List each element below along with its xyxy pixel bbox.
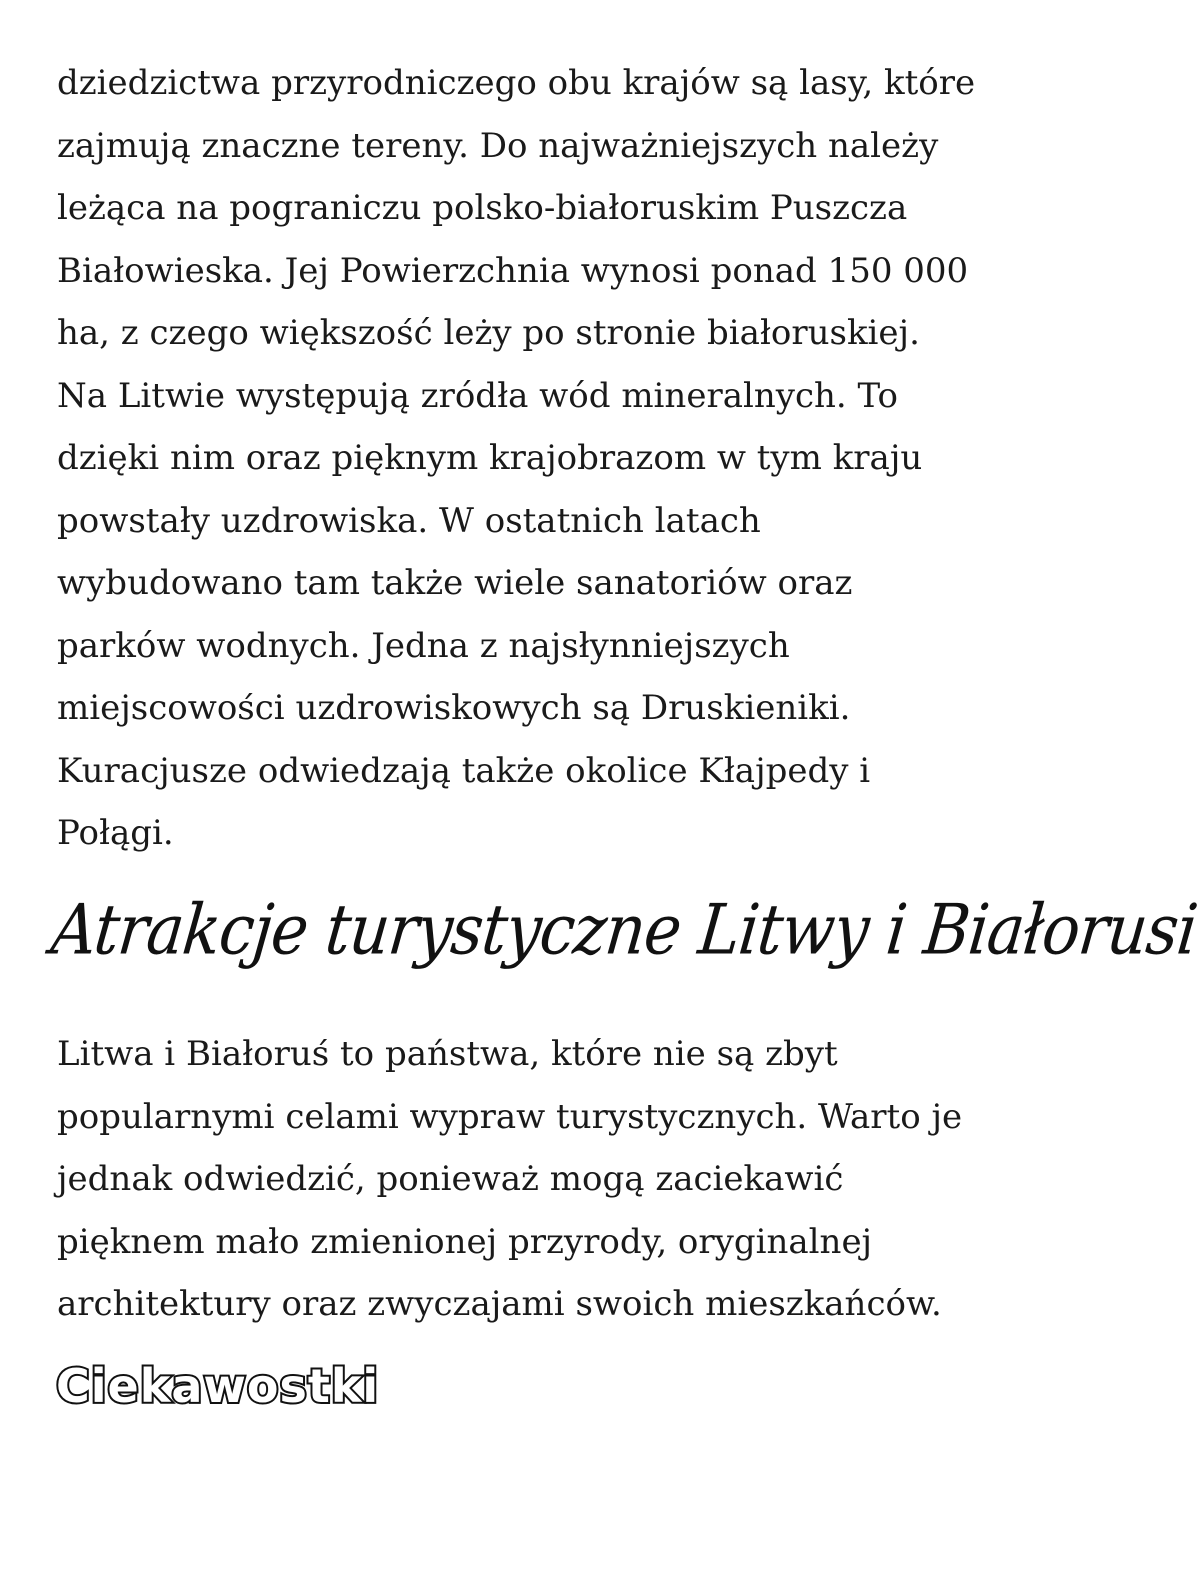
text-line: jednak odwiedzić, ponieważ mogą zaciekawić: [57, 1159, 844, 1199]
text-line: pięknem mało zmienionej przyrody, oryginalnej: [57, 1221, 873, 1262]
text-line: powstały uzdrowiska. W ostatnich latach: [57, 500, 761, 541]
text-line: leżąca na pograniczu polsko-białoruskim Puszcza: [57, 188, 908, 228]
section-heading-tourist-attractions: Atrakcje turystyczne Litwy i Białorusi: [47, 888, 1201, 971]
text-line: Litwa i Białoruś to państwa, które nie są zbyt: [57, 1034, 838, 1074]
text-line: miejscowości uzdrowiskowych są Druskieniki.: [57, 688, 851, 728]
text-line: Na Litwie występują zródła wód mineralnych. To: [57, 375, 899, 416]
text-line: Kuracjusze odwiedzają także okolice Kłajpedy i: [57, 750, 871, 791]
text-line: Białowieska. Jej Powierzchnia wynosi ponad 150 000: [57, 250, 969, 291]
text-line: dziedzictwa przyrodniczego obu krajów są lasy, które: [57, 63, 976, 103]
text-line: dzięki nim oraz pięknym krajobrazom w tym kraju: [57, 438, 923, 478]
text-line: parków wodnych. Jedna z najsłynniejszych: [57, 625, 790, 666]
text-line: ha, z czego większość leży po stronie białoruskiej.: [57, 313, 920, 353]
text-line: popularnymi celami wypraw turystycznych. Warto je: [57, 1096, 963, 1137]
text-line: Połągi.: [57, 813, 174, 853]
paragraph-tourism-intro: [57, 1023, 1037, 1336]
text-line: architektury oraz zwyczajami swoich mieszkańców.: [57, 1284, 942, 1324]
section-heading-curiosities: Ciekawostki: [56, 1359, 380, 1413]
text-line: zajmują znaczne tereny. Do najważniejszych należy: [57, 125, 939, 166]
text-line: wybudowano tam także wiele sanatoriów oraz: [57, 563, 853, 603]
paragraph-nature-and-spas: [57, 52, 1037, 865]
